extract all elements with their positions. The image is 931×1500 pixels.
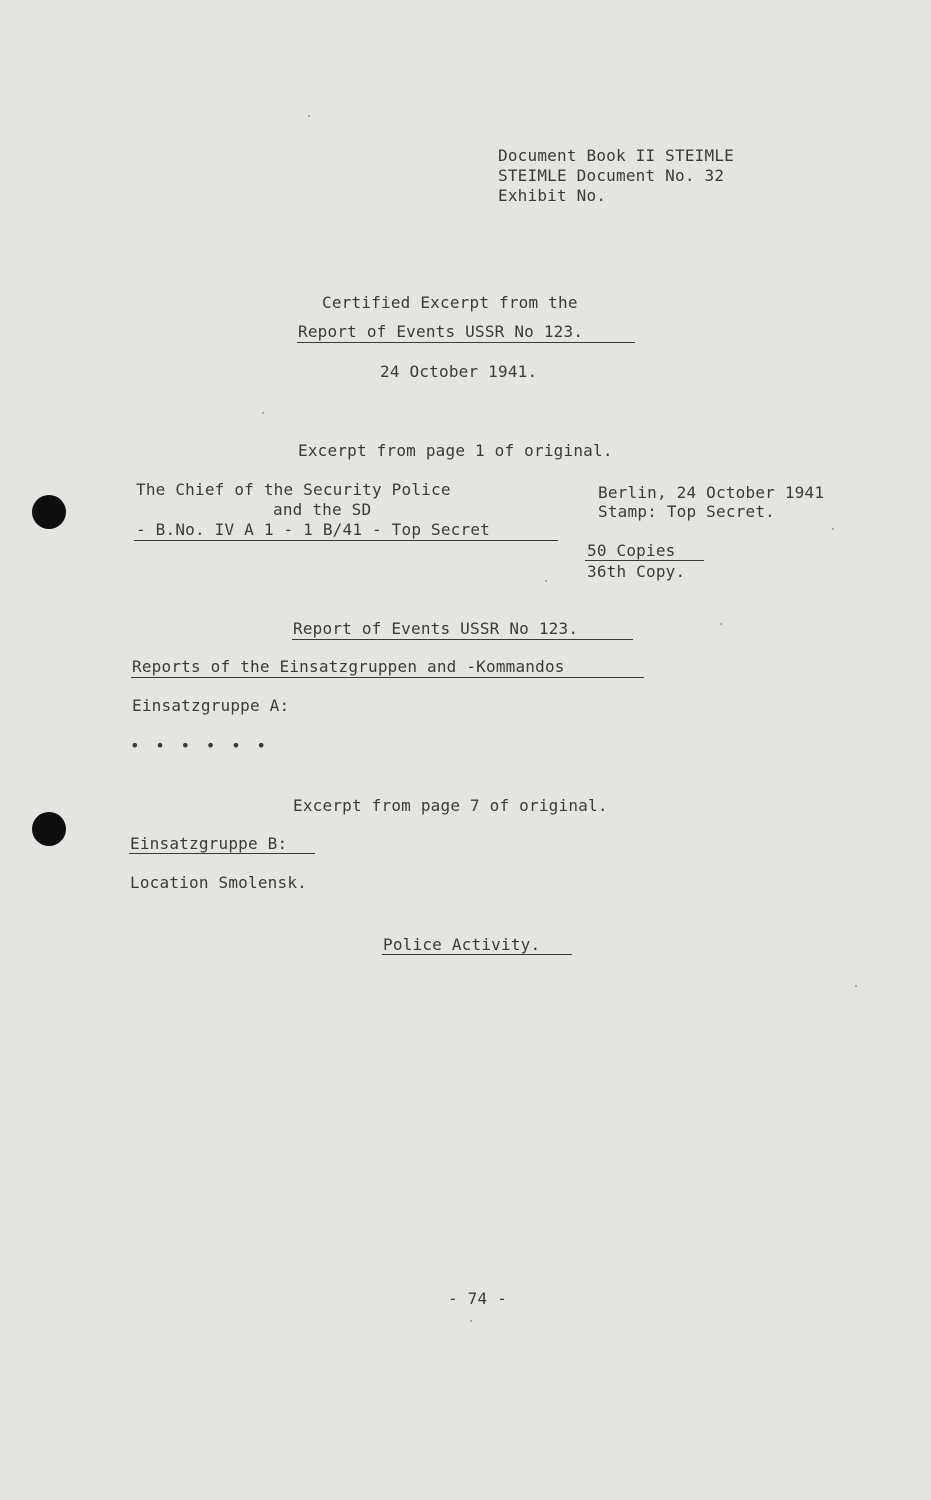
report-date: 24 October 1941. — [380, 362, 538, 381]
paper-speck — [720, 623, 722, 625]
einsatzgruppe-a: Einsatzgruppe A: — [132, 696, 290, 715]
paper-speck — [308, 115, 310, 117]
paper-speck — [545, 580, 547, 582]
punch-hole-top — [32, 495, 66, 529]
copies-count: 50 Copies — [587, 541, 676, 560]
police-activity-underline — [382, 954, 572, 955]
report-title-underline — [297, 342, 635, 343]
excerpt-heading-page-7: Excerpt from page 7 of original. — [293, 796, 608, 815]
certified-excerpt-title: Certified Excerpt from the — [322, 293, 578, 312]
sender-line-1: The Chief of the Security Police — [136, 480, 451, 499]
reports-heading-underline — [131, 677, 644, 678]
page-number: - 74 - — [448, 1289, 507, 1308]
place-and-date: Berlin, 24 October 1941 — [598, 483, 825, 502]
copies-underline — [585, 560, 704, 561]
report-title-repeat: Report of Events USSR No 123. — [293, 619, 579, 638]
copy-number: 36th Copy. — [587, 562, 686, 581]
document-number-line: STEIMLE Document No. 32 — [498, 166, 725, 185]
file-reference-underline — [134, 540, 558, 541]
paper-speck — [262, 412, 264, 414]
stamp-note: Stamp: Top Secret. — [598, 502, 775, 521]
einsatzgruppe-b-underline — [129, 853, 315, 854]
paper-speck — [470, 1320, 472, 1322]
einsatzgruppe-b: Einsatzgruppe B: — [130, 834, 288, 853]
location: Location Smolensk. — [130, 873, 307, 892]
punch-hole-bottom — [32, 812, 66, 846]
paper-speck — [855, 985, 857, 987]
report-title: Report of Events USSR No 123. — [298, 322, 584, 341]
paper-speck — [832, 528, 834, 530]
excerpt-heading-page-1: Excerpt from page 1 of original. — [298, 441, 613, 460]
police-activity-heading: Police Activity. — [383, 935, 541, 954]
omission-dots: • • • • • • — [130, 736, 269, 755]
exhibit-number-line: Exhibit No. — [498, 186, 607, 205]
sender-line-2: and the SD — [273, 500, 372, 519]
document-book-line: Document Book II STEIMLE — [498, 146, 734, 165]
file-reference: - B.No. IV A 1 - 1 B/41 - Top Secret — [136, 520, 490, 539]
reports-heading: Reports of the Einsatzgruppen and -Kommandos — [132, 657, 565, 676]
report-title-repeat-underline — [292, 639, 633, 640]
